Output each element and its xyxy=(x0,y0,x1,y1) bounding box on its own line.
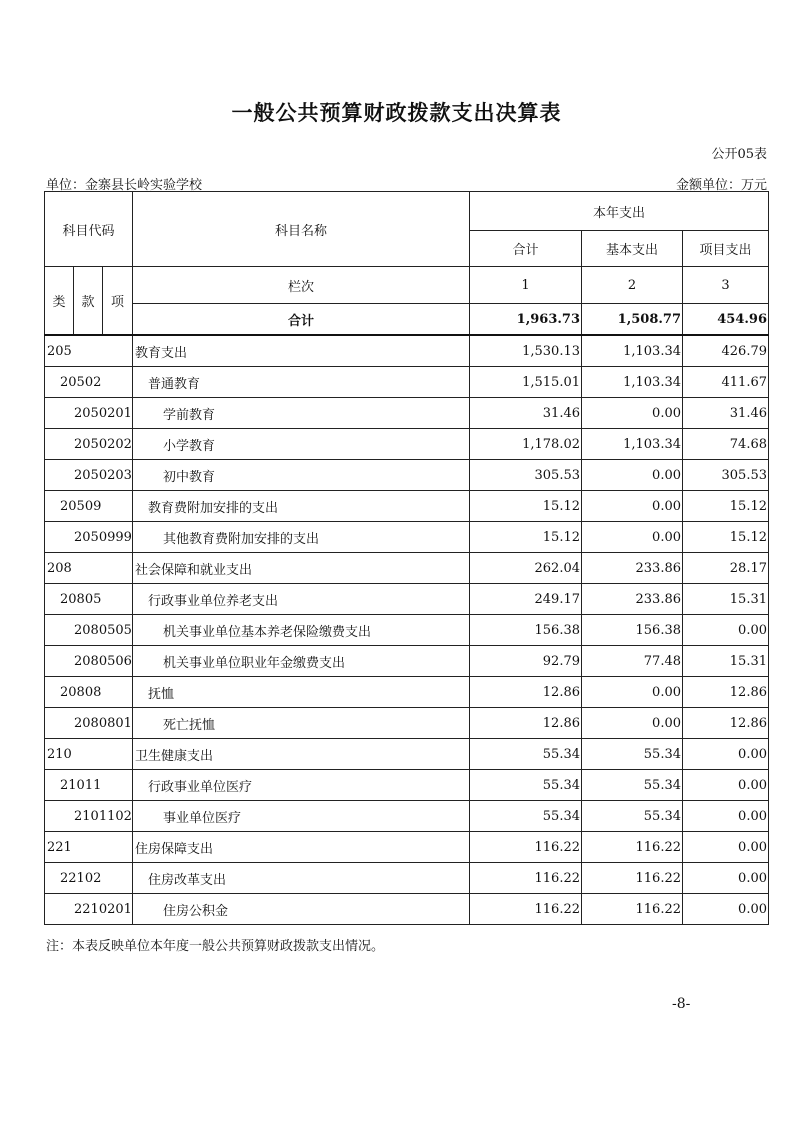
basic-cell: 0.00 xyxy=(582,522,683,553)
header-subject-code: 科目代码 xyxy=(45,192,133,267)
table-row xyxy=(45,832,769,863)
subject-code-cell: 22102 xyxy=(45,863,133,894)
subject-code-cell: 2080801 xyxy=(45,708,133,739)
subject-code-cell: 221 xyxy=(45,832,133,863)
header-subject-name: 科目名称 xyxy=(133,192,470,267)
total-cell: 1,515.01 xyxy=(470,367,582,398)
table-row xyxy=(45,584,769,615)
subject-code-cell: 2050203 xyxy=(45,460,133,491)
project-cell: 31.46 xyxy=(683,398,769,429)
subject-code-cell: 20805 xyxy=(45,584,133,615)
table-row xyxy=(45,770,769,801)
column-number-label: 栏次 xyxy=(133,267,470,304)
table-row xyxy=(45,460,769,491)
project-cell: 12.86 xyxy=(683,677,769,708)
basic-cell: 156.38 xyxy=(582,615,683,646)
subject-code-cell: 2050201 xyxy=(45,398,133,429)
subject-name-cell: 普通教育 xyxy=(133,367,470,398)
header-cat-section: 款 xyxy=(74,267,103,336)
header-basic: 基本支出 xyxy=(582,231,683,267)
project-cell: 15.31 xyxy=(683,646,769,677)
total-cell: 1,530.13 xyxy=(470,335,582,367)
basic-cell: 77.48 xyxy=(582,646,683,677)
subject-name-cell: 小学教育 xyxy=(133,429,470,460)
total-cell: 15.12 xyxy=(470,522,582,553)
subject-name-cell: 教育费附加安排的支出 xyxy=(133,491,470,522)
table-row xyxy=(45,863,769,894)
subject-name-cell: 住房改革支出 xyxy=(133,863,470,894)
basic-cell: 233.86 xyxy=(582,584,683,615)
header-cat-class: 类 xyxy=(45,267,74,336)
project-cell: 0.00 xyxy=(683,801,769,832)
table-row xyxy=(45,335,769,367)
subject-name-cell: 社会保障和就业支出 xyxy=(133,553,470,584)
table-row xyxy=(45,894,769,925)
subject-name-cell: 死亡抚恤 xyxy=(133,708,470,739)
column-number-1: 1 xyxy=(470,267,582,304)
total-cell: 156.38 xyxy=(470,615,582,646)
column-number-3: 3 xyxy=(683,267,769,304)
table-row xyxy=(45,522,769,553)
project-cell: 0.00 xyxy=(683,615,769,646)
total-cell: 1,178.02 xyxy=(470,429,582,460)
subject-name-cell: 机关事业单位职业年金缴费支出 xyxy=(133,646,470,677)
subject-name-cell: 机关事业单位基本养老保险缴费支出 xyxy=(133,615,470,646)
subject-code-cell: 2050202 xyxy=(45,429,133,460)
table-row xyxy=(45,491,769,522)
basic-cell: 116.22 xyxy=(582,863,683,894)
total-cell: 55.34 xyxy=(470,739,582,770)
expense-table xyxy=(44,191,769,925)
project-cell: 15.12 xyxy=(683,522,769,553)
column-number-2: 2 xyxy=(582,267,683,304)
table-row xyxy=(45,708,769,739)
header-project: 项目支出 xyxy=(683,231,769,267)
total-cell: 12.86 xyxy=(470,708,582,739)
project-cell: 0.00 xyxy=(683,832,769,863)
total-cell: 92.79 xyxy=(470,646,582,677)
basic-cell: 116.22 xyxy=(582,832,683,863)
total-cell: 15.12 xyxy=(470,491,582,522)
table-row xyxy=(45,429,769,460)
project-cell: 15.31 xyxy=(683,584,769,615)
project-cell: 28.17 xyxy=(683,553,769,584)
subject-code-cell: 2080505 xyxy=(45,615,133,646)
total-cell: 55.34 xyxy=(470,801,582,832)
header-row-1 xyxy=(45,192,769,231)
table-row xyxy=(45,646,769,677)
total-cell: 116.22 xyxy=(470,832,582,863)
table-row xyxy=(45,801,769,832)
basic-cell: 0.00 xyxy=(582,460,683,491)
project-cell: 0.00 xyxy=(683,739,769,770)
subject-name-cell: 其他教育费附加安排的支出 xyxy=(133,522,470,553)
total-cell: 55.34 xyxy=(470,770,582,801)
project-cell: 15.12 xyxy=(683,491,769,522)
subject-name-cell: 行政事业单位养老支出 xyxy=(133,584,470,615)
subject-code-cell: 20808 xyxy=(45,677,133,708)
total-cell: 116.22 xyxy=(470,894,582,925)
basic-cell: 1,103.34 xyxy=(582,367,683,398)
page-title: 一般公共预算财政拨款支出决算表 xyxy=(231,100,562,125)
basic-cell: 116.22 xyxy=(582,894,683,925)
column-number-row xyxy=(45,267,769,304)
table-row xyxy=(45,367,769,398)
total-cell: 31.46 xyxy=(470,398,582,429)
subject-name-cell: 事业单位医疗 xyxy=(133,801,470,832)
subject-code-cell: 2101102 xyxy=(45,801,133,832)
project-cell: 12.86 xyxy=(683,708,769,739)
subject-code-cell: 2080506 xyxy=(45,646,133,677)
unit-label: 单位：金寨县长岭实验学校 xyxy=(46,178,203,193)
basic-cell: 1,103.34 xyxy=(582,429,683,460)
total-cell: 116.22 xyxy=(470,863,582,894)
subject-code-cell: 20509 xyxy=(45,491,133,522)
subject-code-cell: 2050999 xyxy=(45,522,133,553)
basic-cell: 0.00 xyxy=(582,491,683,522)
subject-code-cell: 205 xyxy=(45,335,133,367)
project-cell: 411.67 xyxy=(683,367,769,398)
subject-name-cell: 住房公积金 xyxy=(133,894,470,925)
basic-cell: 1,103.34 xyxy=(582,335,683,367)
subject-code-cell: 208 xyxy=(45,553,133,584)
form-code: 公开05表 xyxy=(711,147,767,162)
subject-code-cell: 21011 xyxy=(45,770,133,801)
subject-name-cell: 住房保障支出 xyxy=(133,832,470,863)
basic-cell: 0.00 xyxy=(582,677,683,708)
total-cell: 262.04 xyxy=(470,553,582,584)
subject-code-cell: 2210201 xyxy=(45,894,133,925)
sum-label: 合计 xyxy=(133,304,470,336)
table-row xyxy=(45,553,769,584)
total-cell: 249.17 xyxy=(470,584,582,615)
project-cell: 305.53 xyxy=(683,460,769,491)
subject-name-cell: 卫生健康支出 xyxy=(133,739,470,770)
header-cat-item: 项 xyxy=(103,267,133,336)
header-total: 合计 xyxy=(470,231,582,267)
table-row xyxy=(45,615,769,646)
project-cell: 74.68 xyxy=(683,429,769,460)
amount-unit-label: 金额单位：万元 xyxy=(675,178,767,193)
basic-cell: 55.34 xyxy=(582,770,683,801)
project-cell: 0.00 xyxy=(683,863,769,894)
sum-total: 1,963.73 xyxy=(470,304,582,336)
header-year-expense: 本年支出 xyxy=(470,192,769,231)
subject-code-cell: 210 xyxy=(45,739,133,770)
table-row xyxy=(45,677,769,708)
subject-name-cell: 抚恤 xyxy=(133,677,470,708)
table-row xyxy=(45,398,769,429)
subject-name-cell: 行政事业单位医疗 xyxy=(133,770,470,801)
basic-cell: 0.00 xyxy=(582,708,683,739)
table-row xyxy=(45,739,769,770)
total-cell: 305.53 xyxy=(470,460,582,491)
project-cell: 426.79 xyxy=(683,335,769,367)
basic-cell: 233.86 xyxy=(582,553,683,584)
sum-project: 454.96 xyxy=(683,304,769,336)
sum-basic: 1,508.77 xyxy=(582,304,683,336)
basic-cell: 55.34 xyxy=(582,739,683,770)
subject-name-cell: 初中教育 xyxy=(133,460,470,491)
basic-cell: 0.00 xyxy=(582,398,683,429)
subject-name-cell: 学前教育 xyxy=(133,398,470,429)
sum-row xyxy=(45,304,769,336)
total-cell: 12.86 xyxy=(470,677,582,708)
subject-name-cell: 教育支出 xyxy=(133,335,470,367)
basic-cell: 55.34 xyxy=(582,801,683,832)
project-cell: 0.00 xyxy=(683,770,769,801)
project-cell: 0.00 xyxy=(683,894,769,925)
subject-code-cell: 20502 xyxy=(45,367,133,398)
footnote: 注：本表反映单位本年度一般公共预算财政拨款支出情况。 xyxy=(46,939,385,954)
page-number: -8- xyxy=(672,996,691,1012)
